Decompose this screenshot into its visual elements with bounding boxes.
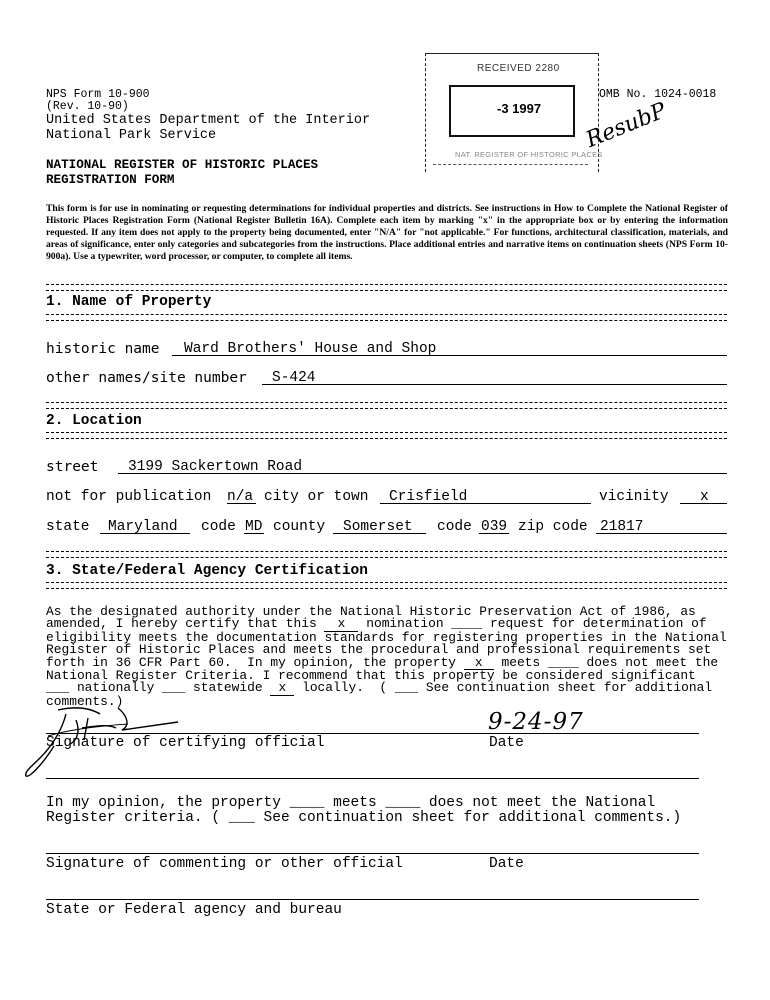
vicinity-label: vicinity <box>599 489 669 505</box>
cert-line: Register of Historic Places and meets the procedural and professional requirements set <box>46 642 712 658</box>
form-number: NPS Form 10-900 <box>46 88 150 101</box>
vicinity-checkbox[interactable]: x <box>700 489 709 505</box>
street-field[interactable]: 3199 Sackertown Road <box>128 459 303 475</box>
historic-name-row <box>46 341 160 357</box>
cert-line: As the designated authority under the National Historic Preservation Act of 1986, as <box>46 604 696 619</box>
county-code-field[interactable]: 039 <box>481 519 508 535</box>
received-stamp <box>425 53 603 176</box>
street-row <box>46 459 98 475</box>
stamp-lower-text: NAT. REGISTER OF HISTORIC PLACES <box>455 150 603 159</box>
historic-name-label: historic name <box>46 341 160 357</box>
other-names-row <box>46 370 247 386</box>
separator <box>46 582 727 589</box>
nomination-checkbox[interactable]: x <box>324 618 358 631</box>
cert-line: nomination ____ request for determination of <box>358 616 707 632</box>
street-label: street <box>46 459 99 475</box>
handwritten-annotation: ResubP <box>582 98 670 153</box>
commenting-signature-label: Signature of commenting or other official <box>46 856 403 872</box>
cert-line: ___ nationally ___ statewide <box>46 680 271 696</box>
separator <box>46 314 727 321</box>
opinion-line2: Register criteria. ( ___ See continuation sheet for additional comments.) <box>46 810 682 826</box>
locally-checkbox[interactable]: x <box>270 682 294 695</box>
county-field[interactable]: Somerset <box>343 519 413 535</box>
section1-heading: 1. Name of Property <box>46 294 212 310</box>
stamp-received-text: RECEIVED 2280 <box>477 63 560 74</box>
state-code-label: code <box>201 519 236 535</box>
county-code-label: code <box>437 519 472 535</box>
section3-heading: 3. State/Federal Agency Certification <box>46 563 368 579</box>
nfp-field[interactable]: n/a <box>227 489 254 505</box>
form-revision: (Rev. 10-90) <box>46 100 129 113</box>
separator <box>46 551 727 558</box>
state-field[interactable]: Maryland <box>108 519 178 535</box>
certifying-date-label: Date <box>489 735 524 751</box>
opinion-line1: In my opinion, the property ____ meets ____ does not meet the National <box>46 795 656 811</box>
agency-label: State or Federal agency and bureau <box>46 902 342 918</box>
certification-text <box>46 606 728 708</box>
other-names-label: other names/site number <box>46 370 247 386</box>
blank-line <box>46 778 699 779</box>
certifying-signature-label: Signature of certifying official <box>46 735 325 751</box>
certifying-date-handwritten: 9-24-97 <box>488 709 584 735</box>
cert-line: meets ____ does not meet the <box>493 654 719 670</box>
cert-line: National Register Criteria. I recommend that this property be considered significant <box>46 668 696 684</box>
county-label: county <box>273 519 326 535</box>
section2-heading: 2. Location <box>46 413 142 429</box>
department-name: United States Department of the Interior <box>46 113 371 128</box>
separator <box>46 402 727 409</box>
form-title: NATIONAL REGISTER OF HISTORIC PLACES <box>46 158 319 172</box>
separator <box>46 284 727 291</box>
omb-number: OMB No. 1024-0018 <box>599 88 717 101</box>
instructions-paragraph: This form is for use in nominating or requesting determinations for individual properties and districts. See instructions in How to Complete the National Register of Historic Places Registration Form (National Register Bulletin 16A). Complete each item by marking "x" in the appropriate box or by entering the information requested. If any item does not apply to the property being documented, enter "N/A" for "not applicable." For functions, architectural classification, materials, and areas of significance, enter only categories and subcategories from the instructions. Place additional entries and narrative items on continuation sheets (NPS Form 10-900a). Use a typewriter, word processor, or computer, to complete all items. <box>46 203 728 262</box>
cert-line: forth in 36 CFR Part 60. In my opinion, the property <box>46 654 464 670</box>
state-label: state <box>46 519 90 535</box>
commenting-date-label: Date <box>489 856 524 872</box>
zip-field[interactable]: 21817 <box>600 519 644 535</box>
agency-line <box>46 899 699 900</box>
nfp-label: not for publication <box>46 489 212 505</box>
stamp-date: -3 1997 <box>497 101 542 116</box>
commenting-signature-line <box>46 853 699 854</box>
state-code-field[interactable]: MD <box>245 519 263 535</box>
historic-name-field[interactable]: Ward Brothers' House and Shop <box>184 341 437 357</box>
meets-checkbox[interactable]: x <box>464 657 494 670</box>
signature-line <box>46 733 699 734</box>
service-name: National Park Service <box>46 128 217 143</box>
cert-line: locally. ( ___ See continuation sheet for additional <box>294 680 713 696</box>
cert-line: eligibility meets the documentation standards for registering properties in the National <box>46 629 727 645</box>
city-label: city or town <box>264 489 369 505</box>
city-field[interactable]: Crisfield <box>389 489 468 505</box>
form-subtitle: REGISTRATION FORM <box>46 173 175 187</box>
separator <box>46 432 727 439</box>
other-names-field[interactable]: S-424 <box>272 370 316 386</box>
cert-line: comments.) <box>46 693 124 709</box>
nfp-line <box>227 503 256 504</box>
zip-label: zip code <box>518 519 588 535</box>
cert-line: amended, I hereby certify that this <box>46 616 325 632</box>
other-names-line <box>262 384 727 385</box>
